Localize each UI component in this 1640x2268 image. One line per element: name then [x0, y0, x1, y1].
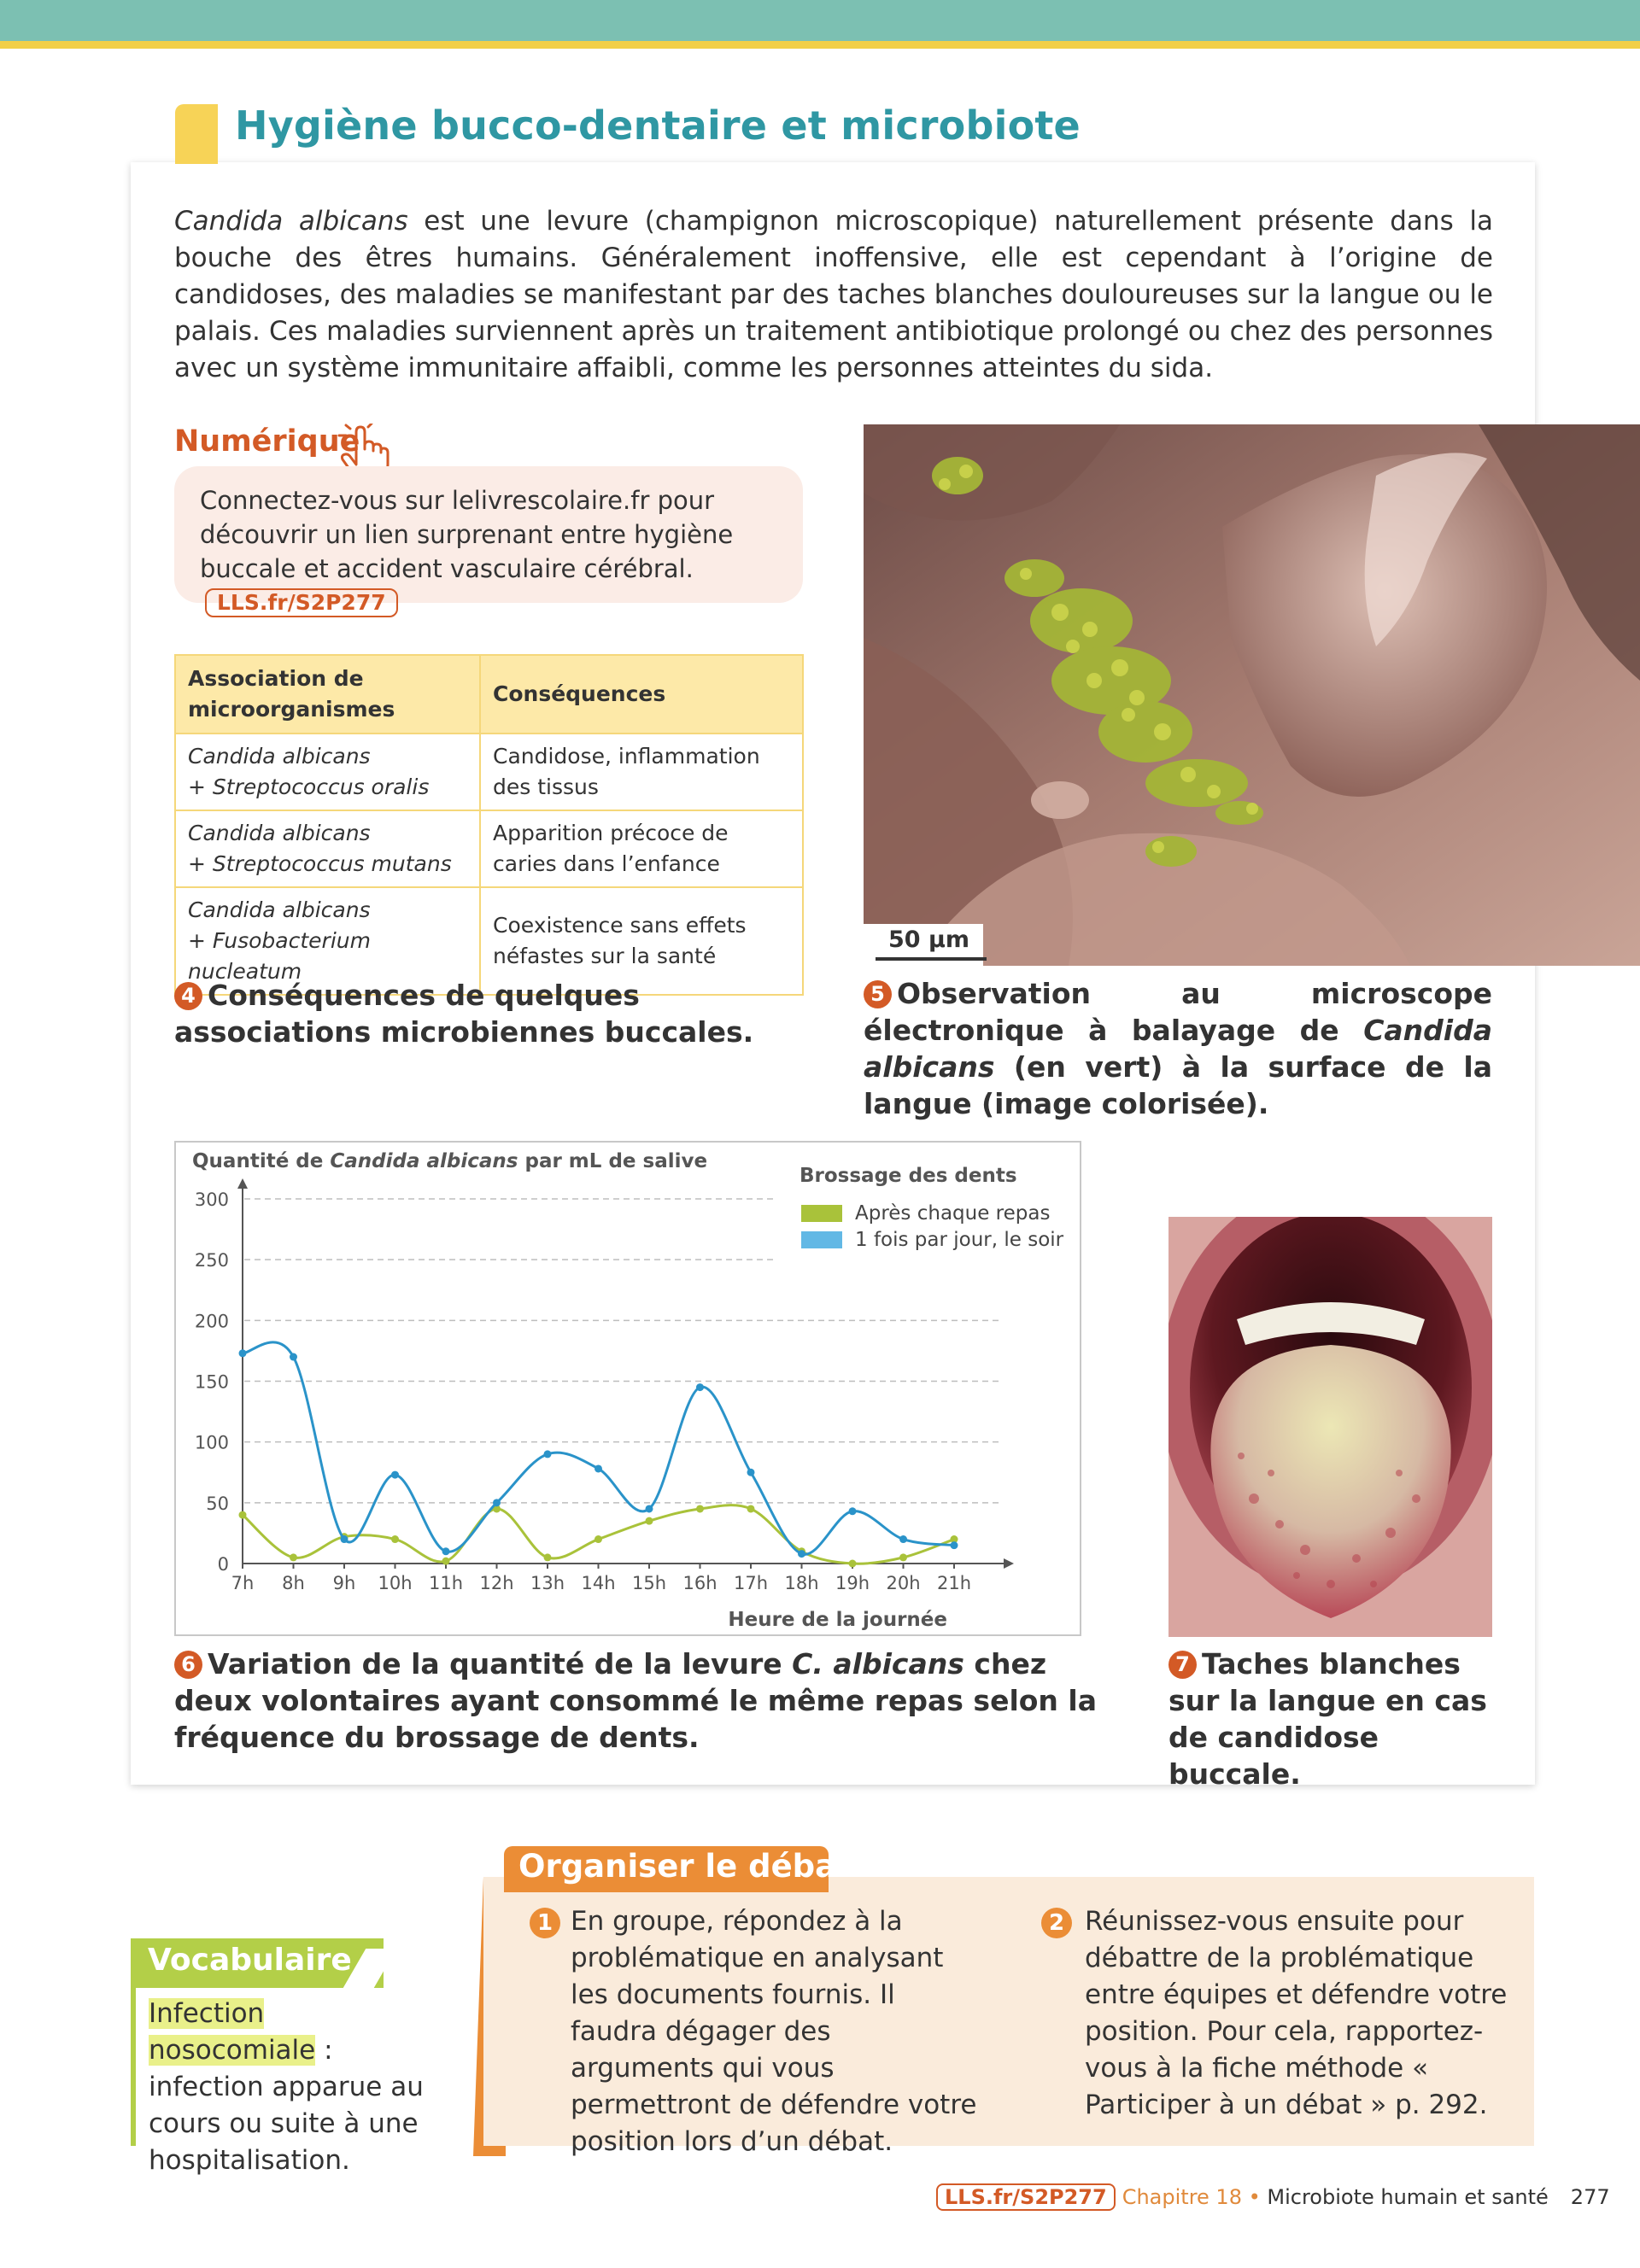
data-point — [391, 1471, 399, 1479]
table-cell-consequence: Apparition précoce de caries dans l’enfance — [480, 810, 803, 887]
data-point — [747, 1469, 755, 1476]
doc6-caption — [174, 1645, 1097, 1756]
table-header: Association de microorganismes — [175, 655, 480, 734]
organism-1: Candida albicans — [188, 821, 371, 845]
data-point — [290, 1353, 297, 1361]
x-tick-label: 15h — [631, 1573, 667, 1593]
data-point — [544, 1450, 552, 1458]
data-point — [239, 1349, 247, 1357]
doc5-caption-text-end: (en vert) à la surface de la langue (image colorisée). — [864, 1050, 1492, 1120]
table-row — [175, 810, 803, 887]
debate-title: Organiser le débat — [518, 1848, 852, 1885]
data-point — [391, 1535, 399, 1543]
vocab-title: Vocabulaire — [148, 1943, 352, 1978]
legend-label: 1 fois par jour, le soir — [855, 1229, 1064, 1251]
page-title: Hygiène bucco-dentaire et microbiote — [235, 102, 1081, 149]
numerique-text — [200, 483, 789, 620]
legend-swatch-green — [801, 1205, 842, 1222]
series-line-2 — [243, 1342, 954, 1554]
vocab-definition-text: : infection apparue au cours ou suite à une hospitalisation. — [149, 2035, 424, 2176]
footer-chapter: Chapitre 18 — [1122, 2185, 1242, 2209]
vocab-definition — [149, 1996, 439, 2179]
doc7-number: 7 — [1168, 1651, 1197, 1679]
table-header-row — [175, 655, 803, 734]
doc4-caption — [174, 977, 806, 1050]
data-point — [290, 1553, 297, 1561]
x-axis-arrow — [1004, 1558, 1014, 1569]
table-cell-consequence: Candidose, inflammation des tissus — [480, 734, 803, 810]
data-point — [442, 1558, 450, 1565]
doc6-caption-text: Variation de la quantité de la levure — [208, 1647, 793, 1681]
x-tick-label: 13h — [530, 1573, 565, 1593]
line-chart — [176, 1143, 1080, 1634]
data-point — [646, 1505, 653, 1512]
organism-1: Candida albicans — [188, 744, 371, 769]
x-tick-label: 17h — [733, 1573, 769, 1593]
x-tick-label: 12h — [479, 1573, 514, 1593]
y-tick-label: 50 — [206, 1493, 229, 1514]
data-point — [239, 1511, 247, 1519]
legend-title: Brossage des dents — [800, 1165, 1017, 1187]
numerique-link[interactable]: LLS.fr/S2P277 — [205, 588, 398, 617]
intro-text: est une levure (champignon microscopique) naturellement présente dans la bouche des êtres humains. Généralement inoffensive, elle est cependant à l’origine de candidoses, des maladies se manifestant par des taches blanches douloureuses sur la langue ou le palais. Ces maladies surviennent après un traitement antibiotique prolongé ou chez des personnes avec un système immunitaire affaibli, comme les personnes atteintes du sida. — [174, 206, 1493, 383]
doc6-number: 6 — [174, 1651, 202, 1679]
y-tick-label: 150 — [194, 1371, 229, 1393]
doc5-caption — [864, 975, 1492, 1122]
data-point — [442, 1547, 450, 1555]
doc7-caption-text: Taches blanches sur la langue en cas de candidose buccale. — [1168, 1647, 1487, 1791]
intro-paragraph — [174, 203, 1493, 387]
title-tab-decoration — [175, 104, 218, 164]
table-row — [175, 734, 803, 810]
x-tick-label: 7h — [231, 1573, 255, 1593]
x-tick-label: 19h — [835, 1573, 870, 1593]
organism-2: + Fusobacterium nucleatum — [188, 928, 371, 984]
tongue-photo — [1168, 1217, 1492, 1637]
y-tick-label: 200 — [194, 1311, 229, 1332]
vocab-term: Infection nosocomiale — [149, 1998, 316, 2066]
x-tick-label: 20h — [886, 1573, 921, 1593]
doc5-number: 5 — [864, 980, 892, 1008]
x-tick-label: 16h — [682, 1573, 718, 1593]
debate-item-text: Réunissez-vous ensuite pour débattre de la problématique entre équipes et défendre votre position. Pour cela, rapportez-vous à la fiche méthode « Participer à un débat » p. 292. — [1085, 1906, 1508, 2120]
microscope-image — [864, 424, 1640, 966]
page-footer — [936, 2183, 1610, 2211]
data-point — [899, 1553, 907, 1561]
debate-item-number: 2 — [1041, 1908, 1072, 1938]
data-point — [544, 1553, 552, 1561]
chart-y-title: Quantité de Candida albicans par mL de salive — [192, 1150, 708, 1172]
data-point — [849, 1507, 857, 1515]
chart-container — [174, 1141, 1081, 1636]
x-tick-label: 14h — [581, 1573, 616, 1593]
scale-bar — [876, 957, 987, 961]
data-point — [696, 1505, 704, 1512]
x-tick-label: 10h — [378, 1573, 413, 1593]
doc4-number: 4 — [174, 982, 202, 1010]
data-point — [899, 1535, 907, 1543]
y-tick-label: 300 — [194, 1190, 229, 1210]
footer-separator: • — [1241, 2185, 1268, 2209]
numerique-title: Numérique — [174, 424, 360, 459]
data-point — [646, 1517, 653, 1525]
doc5-caption-species: Candida albicans — [864, 1014, 1492, 1084]
numerique-body: Connectez-vous sur lelivrescolaire.fr pour découvrir un lien surprenant entre hygiène buccale et accident vasculaire cérébral. — [200, 486, 734, 583]
page-number: 277 — [1570, 2185, 1610, 2209]
legend-swatch-blue — [801, 1231, 842, 1248]
table-cell-organisms — [175, 734, 480, 810]
data-point — [951, 1541, 958, 1549]
top-banner-stripe — [0, 41, 1640, 49]
data-point — [594, 1464, 602, 1472]
doc5-caption-text: Observation au microscope électronique à balayage de — [864, 977, 1492, 1047]
debate-item-number: 1 — [530, 1908, 560, 1938]
vocab-side-bar — [131, 1988, 136, 2146]
legend-label: Après chaque repas — [855, 1202, 1051, 1225]
scale-label: 50 µm — [888, 926, 969, 953]
organism-1: Candida albicans — [188, 897, 371, 922]
data-point — [747, 1505, 755, 1512]
x-tick-label: 9h — [332, 1573, 356, 1593]
y-axis-arrow — [237, 1178, 248, 1189]
debate-item-text: En groupe, répondez à la problématique en analysant les documents fournis. Il faudra dégager des arguments qui vous permettront de défendre votre position lors d’un débat. — [571, 1906, 977, 2157]
doc6-caption-text-end: chez deux volontaires ayant consommé le même repas selon la fréquence du brossage de dents. — [174, 1647, 1097, 1754]
y-tick-label: 0 — [217, 1554, 229, 1575]
footer-chapter-title: Microbiote humain et santé — [1267, 2185, 1549, 2209]
data-point — [341, 1535, 348, 1543]
data-point — [849, 1560, 857, 1568]
y-tick-label: 100 — [194, 1432, 229, 1453]
doc6-caption-species: C. albicans — [792, 1647, 964, 1681]
top-banner — [0, 0, 1640, 41]
associations-table — [174, 654, 804, 996]
table-cell-consequence: Coexistence sans effets néfastes sur la santé — [480, 887, 803, 995]
table-header: Conséquences — [480, 655, 803, 734]
doc4-caption-text: Conséquences de quelques associations microbiennes buccales. — [174, 979, 754, 1049]
x-tick-label: 11h — [428, 1573, 464, 1593]
data-point — [493, 1499, 501, 1506]
x-tick-label: 21h — [936, 1573, 972, 1593]
y-tick-label: 250 — [194, 1250, 229, 1271]
organism-2: + Streptococcus oralis — [188, 775, 430, 799]
table-cell-organisms — [175, 810, 480, 887]
data-point — [798, 1550, 805, 1558]
data-point — [594, 1535, 602, 1543]
x-tick-label: 8h — [282, 1573, 305, 1593]
footer-link[interactable]: LLS.fr/S2P277 — [936, 2183, 1116, 2211]
doc7-caption — [1168, 1645, 1510, 1792]
data-point — [696, 1383, 704, 1391]
x-tick-label: 18h — [784, 1573, 819, 1593]
numerique-box — [174, 466, 803, 615]
intro-species-name: Candida albicans — [174, 206, 408, 237]
chart-x-title: Heure de la journée — [728, 1609, 947, 1631]
organism-2: + Streptococcus mutans — [188, 851, 452, 876]
